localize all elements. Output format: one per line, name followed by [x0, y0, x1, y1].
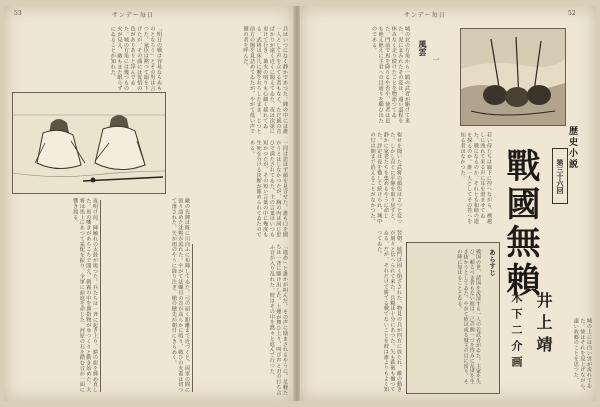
synopsis-box [406, 242, 500, 394]
section-heading-text: 風雲 [418, 40, 428, 57]
section-sub-text: 一 [432, 56, 440, 64]
section-subheading [430, 56, 440, 76]
right-page-number: 52 [568, 10, 576, 17]
right-lower-text-a: 翌朝、城門は固く閉ざされた。物見の兵が四方に放たれ、敵の動きが刻々と伝へられて来た。兵糧は十分にあつた。矢も鉄砲も揃つてゐる。だが、それだけで勝てる戦でないことを彼は誰よりもよく知つてゐた。 [376, 230, 402, 392]
left-bottom-text-b: 敵の先陣は既に川向ふに布陣してゐた。弓の届く距離まで近づくと、両軍の間に張り詰めた沈黙が流れた。やがて法螺貝の音が高らかに鳴り、戦ひの火蓋は切つて落された。矢が雨のやうに降り注ぎ、槍の穂先が朝日にきらめく。 [170, 198, 190, 393]
two-samurai-seated-illustration [13, 93, 165, 193]
installment-label: 第三十六回 [556, 158, 565, 194]
right-illustration [460, 28, 566, 126]
left-top-text-block-2: 「明日の戦は容易ならぬものとなろう」とその男は言つた。家臣は黙つて頭を下げたが、その顔には覚悟の色がありありと浮んでゐた。城の方角には幾つもの火が見え、敵もまた眠らずにゐることが知れた。 [109, 26, 162, 91]
right-top-text: 城の北の方角から一騎の武者が駆けて来た。泥にまみれたその姿は、遠い道程を休みなく走り続けたことを物語つてゐた。門前で馬を降りるや否や、使者は息も絶え絶えに主君への目通りを願ひ出たのである。 [371, 26, 410, 124]
right-running-title: サンデー毎日 [404, 12, 446, 19]
story-title: 戰國無賴 [500, 148, 540, 300]
synopsis-label: あらすじ [488, 249, 496, 276]
left-illustration [12, 92, 166, 194]
left-bottom-text-c: 「進め」と誰かが叫んだ。その声に励まされるやうに、足軽たちは一斉に駆け出した。土煙が舞ひ上り、叫び声と刃の打ち合ふ音が入り乱れた。彼はその中を黙々と進んで行つた。 [268, 244, 288, 396]
story-genre-label: 歴史小説 [567, 126, 577, 170]
soldiers-with-spears-illustration [461, 29, 565, 125]
right-bottom-text: 城の上には白い雲が流れてゐた。彼はそれを見上げながら、遠い故郷のことを思つた。 [572, 318, 592, 394]
left-page-number: 53 [14, 10, 22, 17]
column-divider-2 [192, 244, 193, 392]
installment-box [552, 148, 568, 204]
left-bottom-text-a: 夜明け前、陣触れの太鼓が鳴つた。兵たちは一斉に起き上り、鎧の紐を締め直した。馬の嘶きがあちこちで聞え、朝霧の中を旗指物がゆつくりと動き始めた。大将は馬上にあつて采配を振り、全軍に前進を命じた。河原の石を踏む音が一面に響き渡る。 [72, 198, 98, 393]
right-middle-text-a: 報せを聞いた武将の顔色はさつと変つた。しかし直ぐに平静を取り戻すと、静かに家老たちを集めるやうに命じた。評定は夜を徹して続けられ、城中の灯は朝まで消えることがなかつた。 [369, 132, 402, 224]
section-heading [414, 40, 428, 100]
illustrator-name: 木下二介画 [510, 292, 523, 372]
author-name: 井上靖 [534, 292, 553, 358]
left-running-title: サンデー毎日 [112, 12, 154, 19]
left-middle-text: 一同は思はず顔を見合せた。誰も口を開かうとはしなかつたが、胸の内は同じ思ひで満たされてゐた。主の言葉はいつも短かつたが、その短い言葉の中に幾度も生死を分ける決断が籠められてゐたのである。 [249, 140, 288, 238]
left-top-text-block: 兵はいつになく静かであつた。陣の中には誰一人として声を立てる者もなく、ただ風の音ばかりが遠く近くに聞えてゐた。夜は次第に更けて行き、篝火の明りも心細く揺れてゐる。武将は床几に腰をおろしたまま、じつと前方の闇を見詰めてゐたが、やがて低い声で側の者を呼んだ。 [242, 26, 288, 134]
synopsis-text: 戦国の世、諸国を流浪する一人の若武者がゐた。主家を失ひ、頼るべき者もない彼は、己の腕一つを恃みに乱世を生き抜かうとしてゐた。やがて彼は或る城主の目に留り、その陣に加はることとなる。 [456, 249, 481, 385]
column-divider [100, 200, 101, 392]
right-middle-text-b: 若い侍たちは廊下に控へながら、襖越しに洩れて来る声に耳を澄ませてゐた。戦になるのか、それとも和睦の道を探るのか。誰一人としてその答へを知る者はなかつた。 [459, 132, 492, 224]
